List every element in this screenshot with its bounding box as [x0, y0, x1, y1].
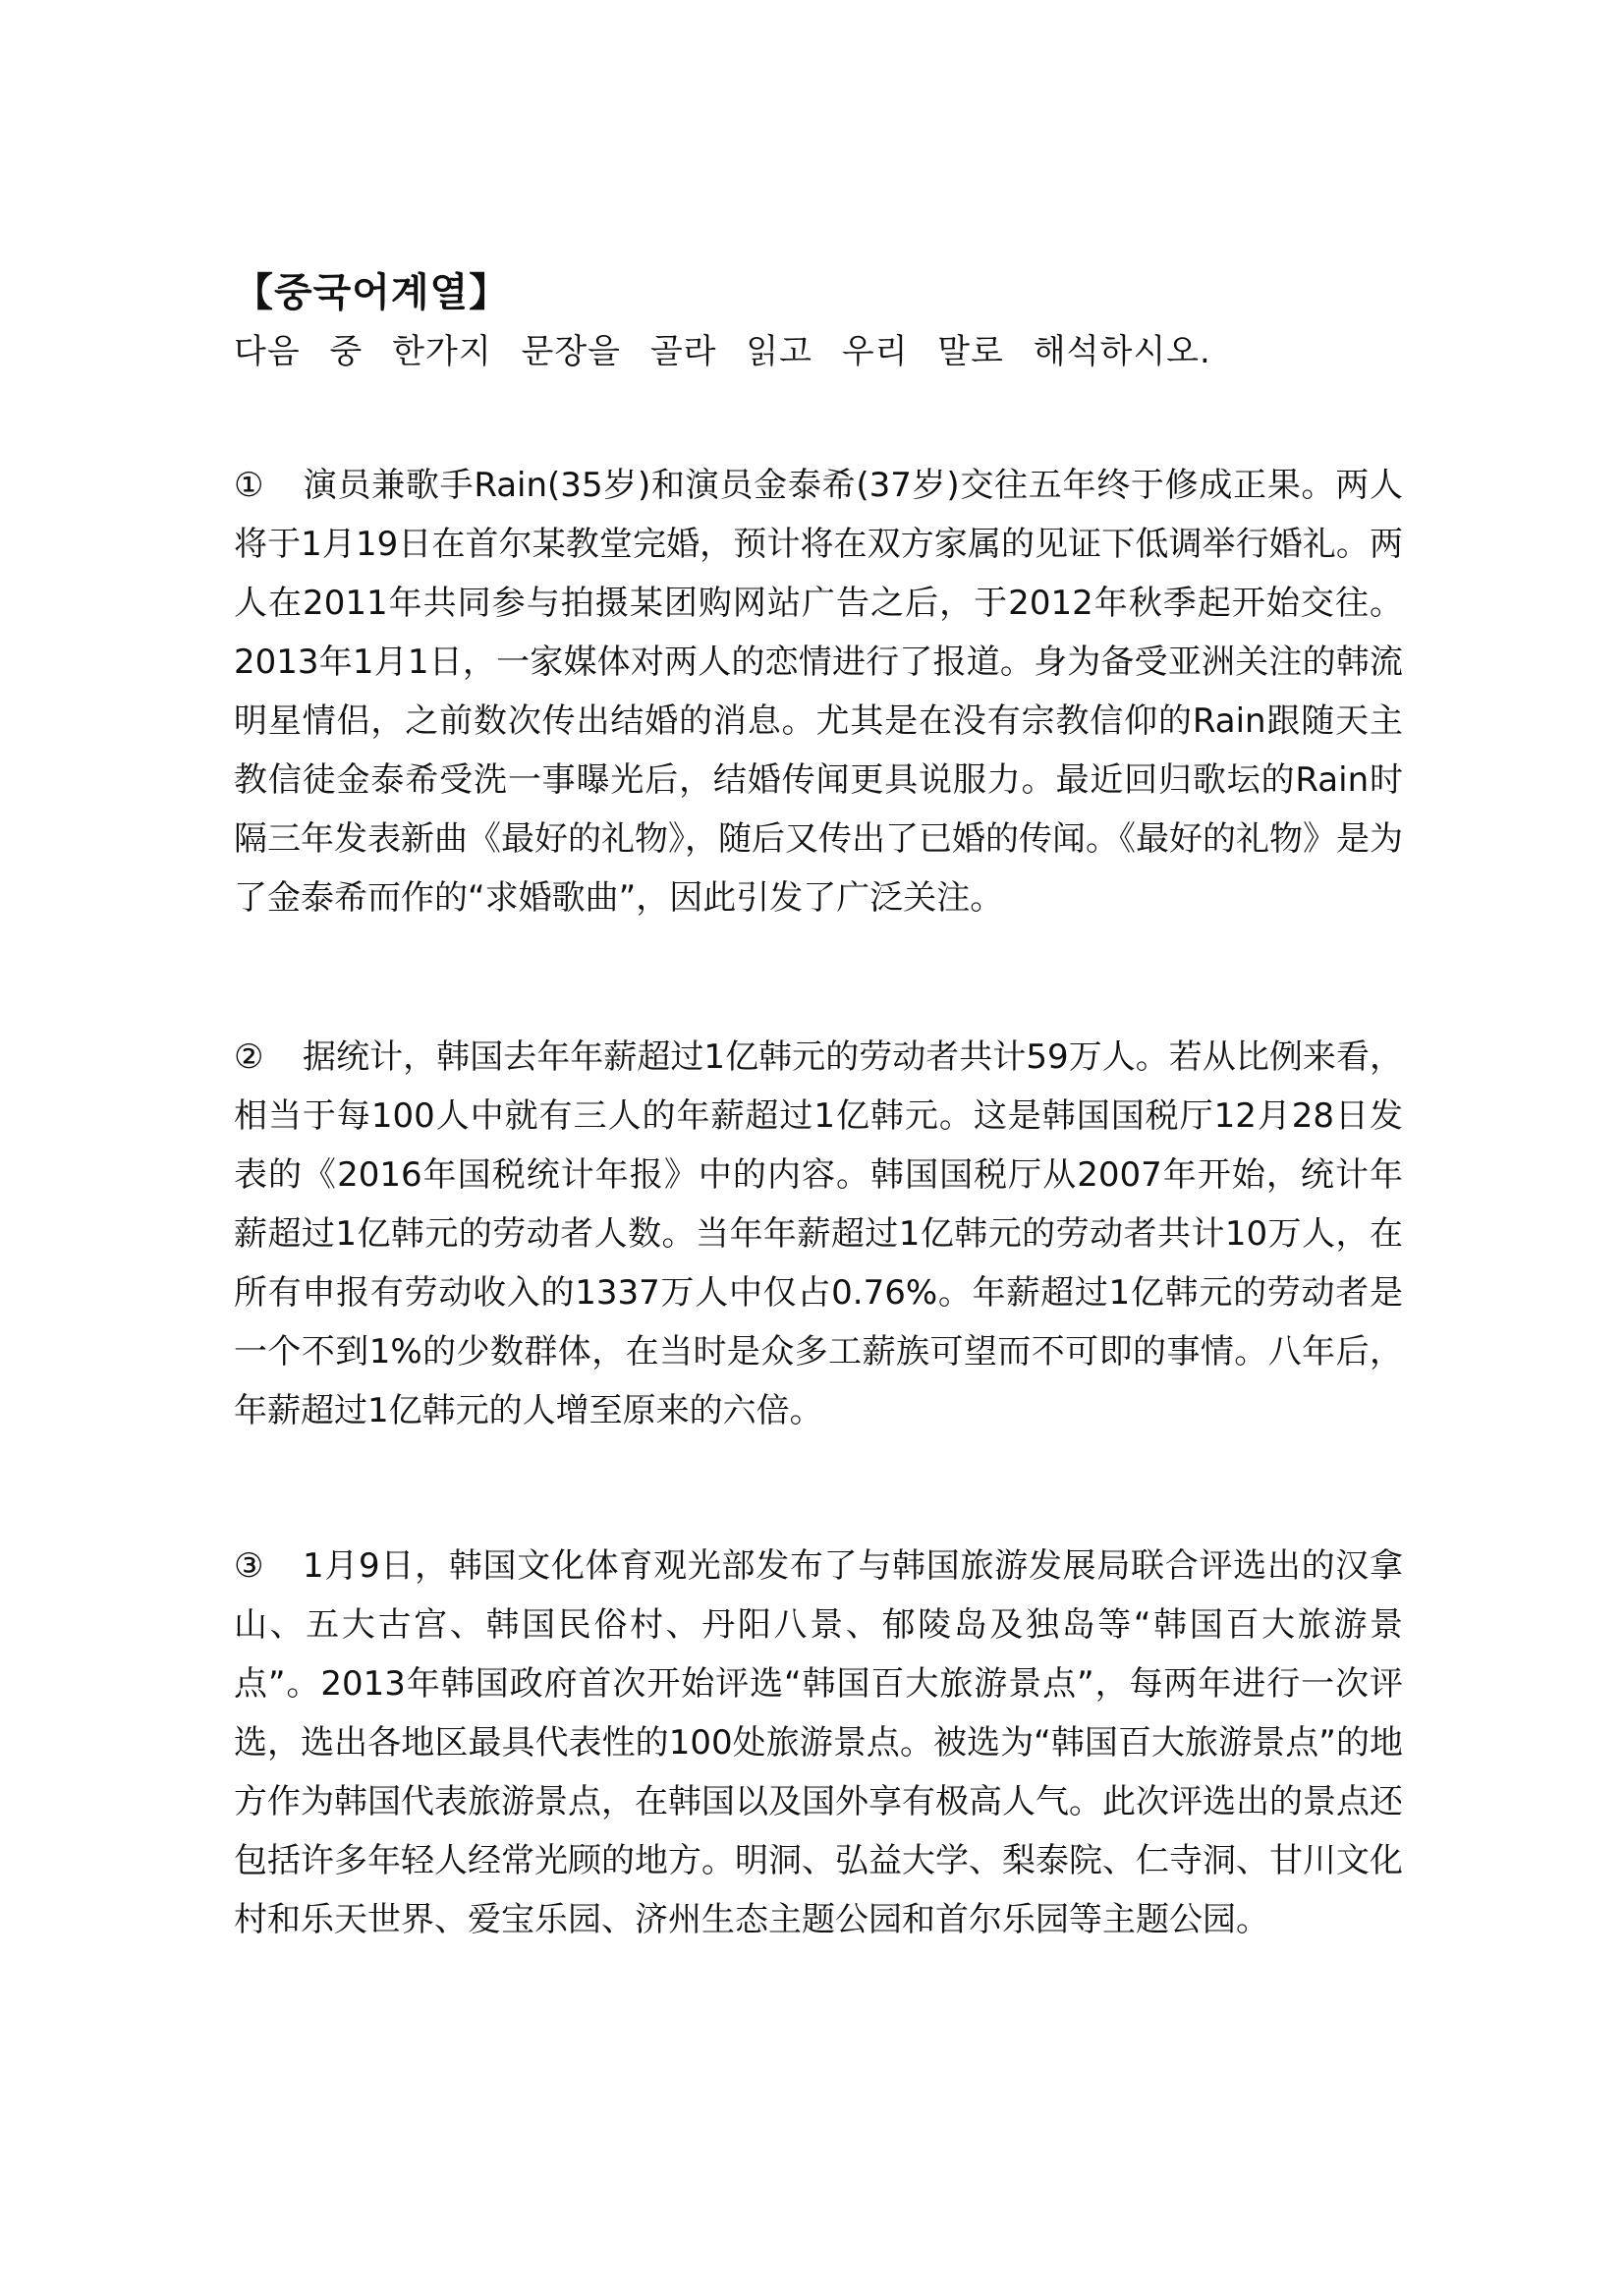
- passage-2: [234, 1028, 1403, 1440]
- section-heading: 【중국어계열】: [234, 270, 510, 315]
- passage-text-2: 据统计，韩国去年年薪超过1亿韩元的劳动者共计59万人。若从比例来看，相当于每100人中就有三人的年薪超过1亿韩元。这是韩国国税厅12月28日发表的《2016年国税统计年报》中的内容。韩国国税厅从2007年开始，统计年薪超过1亿韩元的劳动者人数。当年年薪超过1亿韩元的劳动者共计10万人，在所有申报有劳动收入的1337万人中仅占0.76%。年薪超过1亿韩元的劳动者是一个不到1%的少数群体，在当时是众多工薪族可望而不可即的事情。八年后，年薪超过1亿韩元的人增至原来的六倍。: [234, 1037, 1403, 1430]
- passage-1: [234, 456, 1403, 927]
- passage-marker-2: ②: [234, 1037, 264, 1077]
- document-page: [234, 263, 1403, 1949]
- passage-3: [234, 1537, 1403, 1949]
- passage-marker-1: ①: [234, 466, 264, 505]
- instruction-text: 다음 중 한가지 문장을 골라 읽고 우리 말로 해석하시오.: [234, 332, 1211, 371]
- passage-text-3: 1月9日，韩国文化体育观光部发布了与韩国旅游发展局联合评选出的汉拿山、五大古宫、韩国民俗村、丹阳八景、郁陵岛及独岛等“韩国百大旅游景点”。2013年韩国政府首次开始评选“韩国百大旅游景点”，每两年进行一次评选，选出各地区最具代表性的100处旅游景点。被选为“韩国百大旅游景点”的地方作为韩国代表旅游景点，在韩国以及国外享有极高人气。此次评选出的景点还包括许多年轻人经常光顾的地方。明洞、弘益大学、梨泰院、仁寺洞、甘川文化村和乐天世界、爱宝乐园、济州生态主题公园和首尔乐园等主题公园。: [234, 1546, 1403, 1939]
- passage-marker-3: ③: [234, 1546, 264, 1586]
- passage-text-1: 演员兼歌手Rain(35岁)和演员金泰希(37岁)交往五年终于修成正果。两人将于1月19日在首尔某教堂完婚，预计将在双方家属的见证下低调举行婚礼。两人在2011年共同参与拍摄某团购网站广告之后，于2012年秋季起开始交往。2013年1月1日，一家媒体对两人的恋情进行了报道。身为备受亚洲关注的韩流明星情侣，之前数次传出结婚的消息。尤其是在没有宗教信仰的Rain跟随天主教信徒金泰希受洗一事曝光后，结婚传闻更具说服力。最近回归歌坛的Rain时隔三年发表新曲《最好的礼物》，随后又传出了已婚的传闻。《最好的礼物》是为了金泰希而作的“求婚歌曲”，因此引发了广泛关注。: [234, 466, 1403, 918]
